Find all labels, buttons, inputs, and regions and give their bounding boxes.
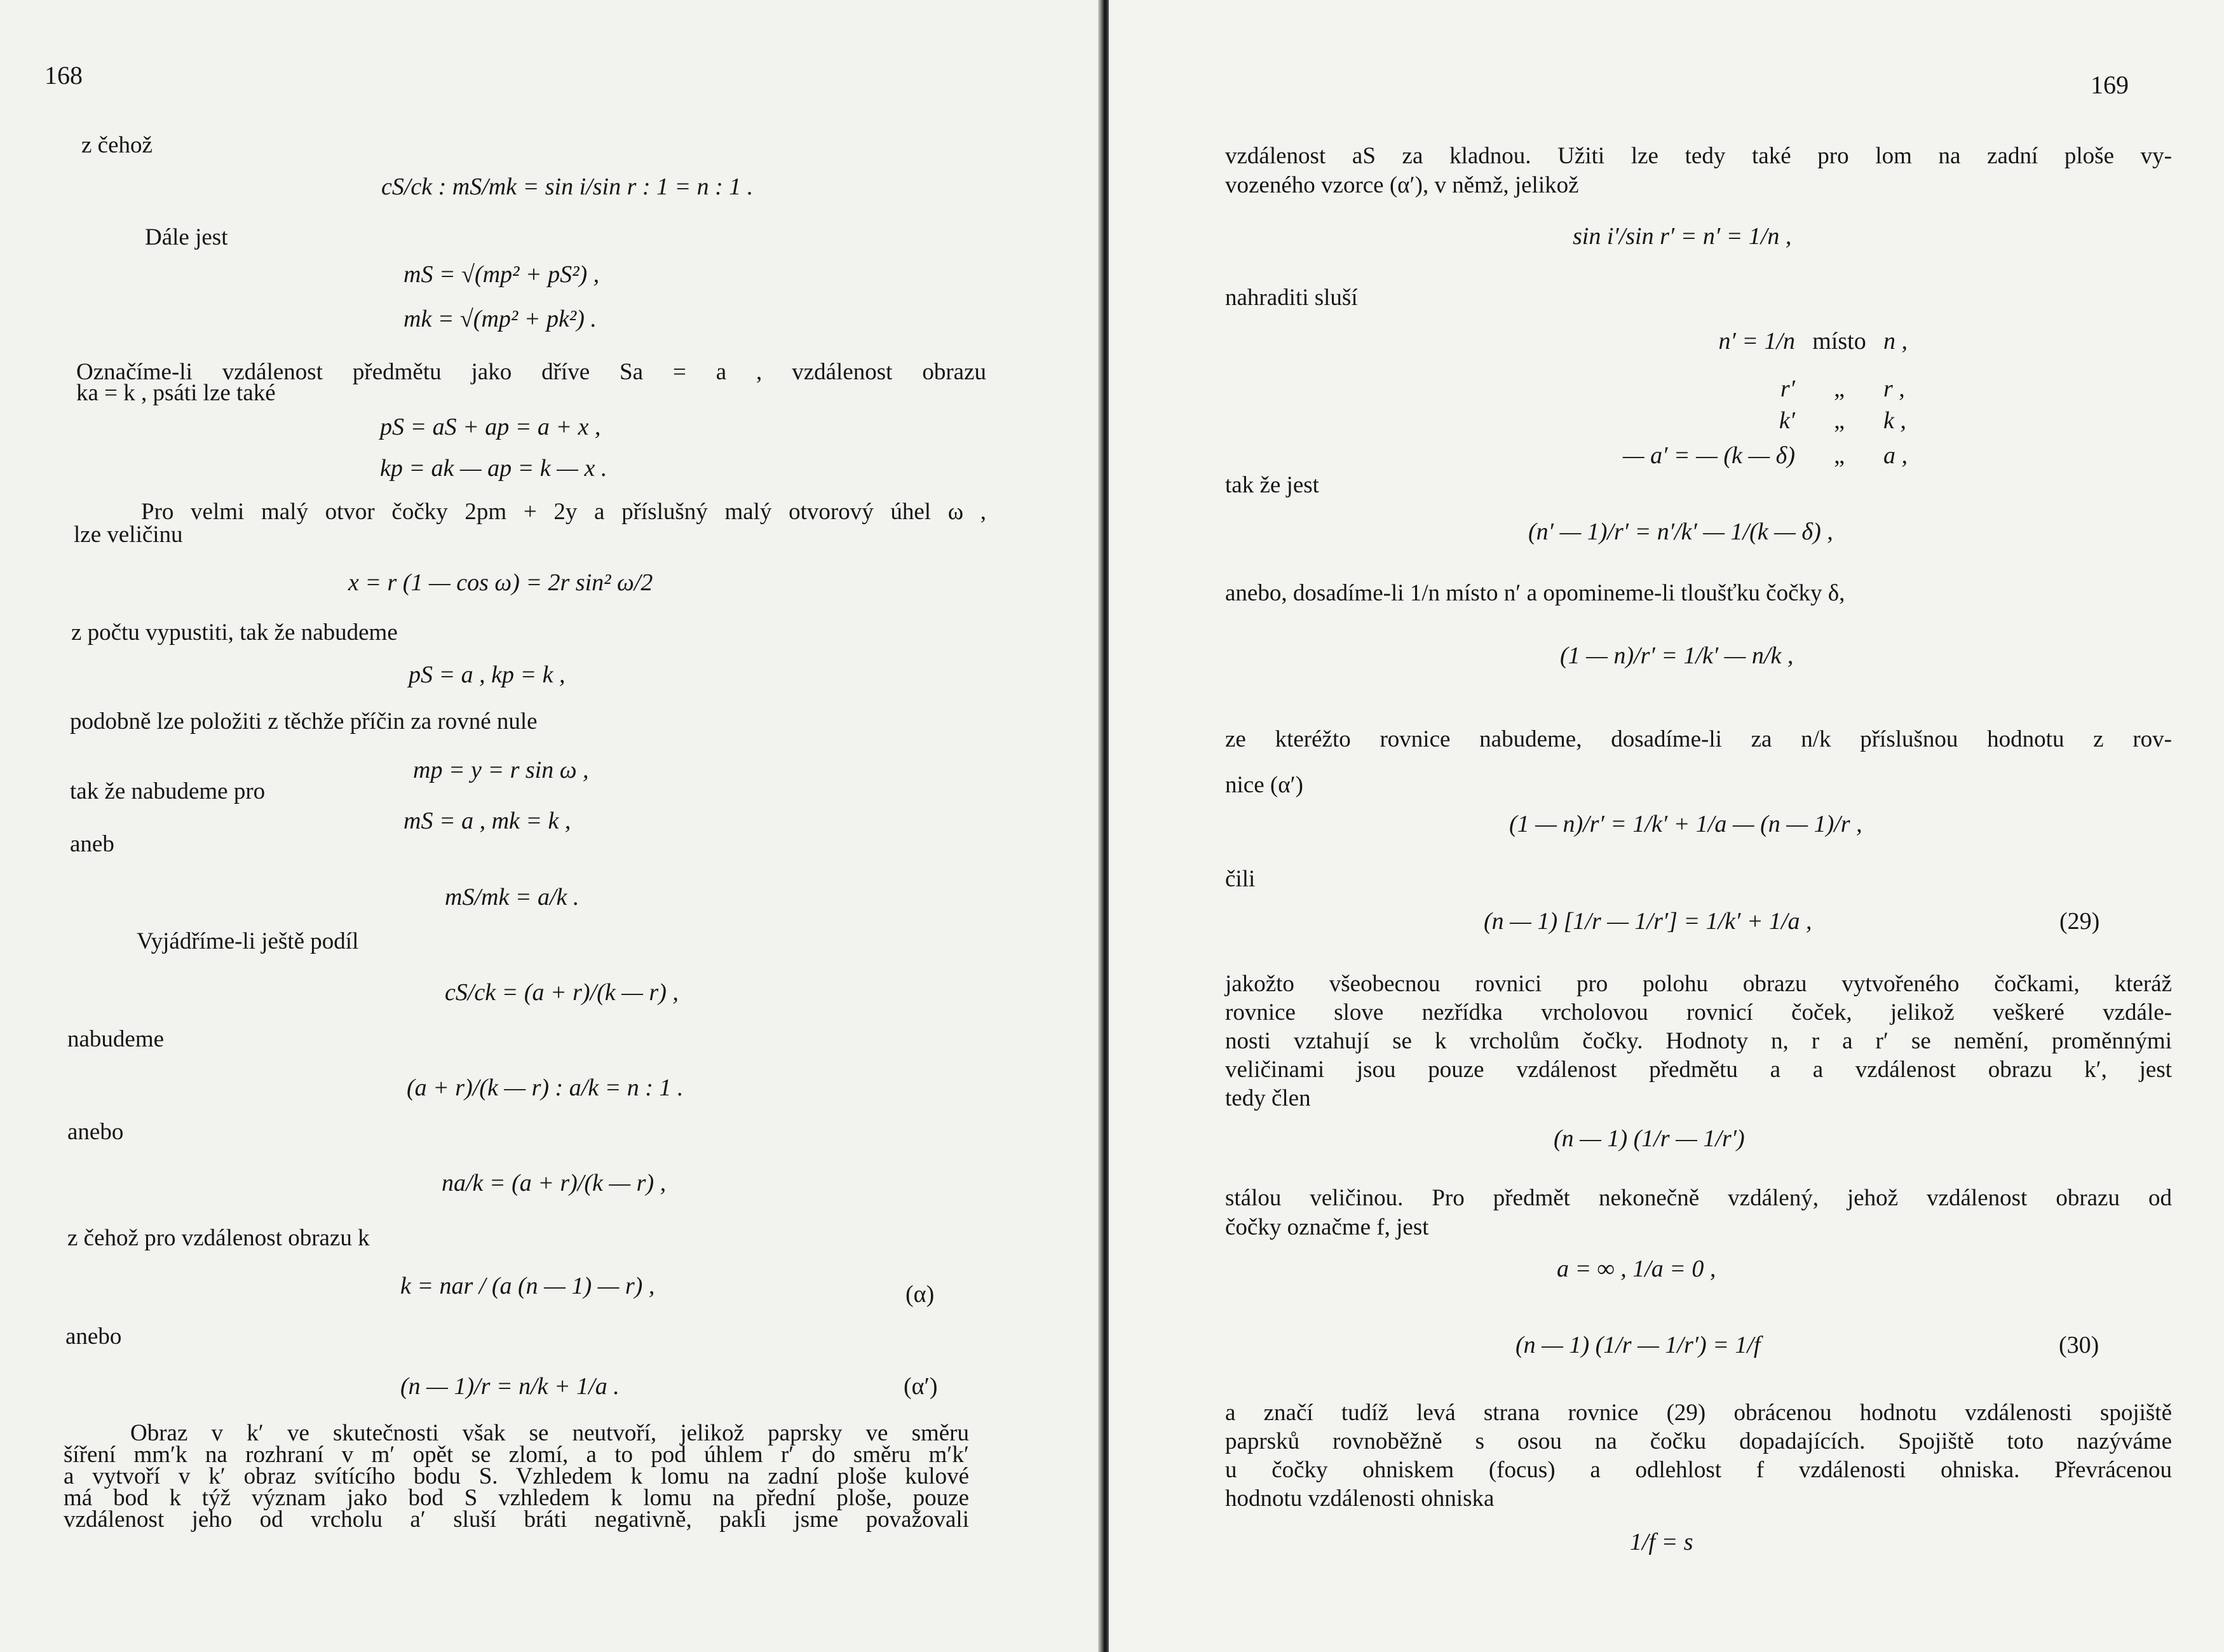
equation: pS = aS + ap = a + x , xyxy=(380,414,601,440)
substitution-word: „ xyxy=(1834,376,1845,402)
equation: mS/mk = a/k . xyxy=(445,884,580,911)
substitution-row xyxy=(1503,442,1979,470)
paragraph-line: Označíme-li vzdálenost předmětu jako dříve Sa = a , vzdálenost obrazu xyxy=(76,359,986,385)
paragraph-line: Pro velmi malý otvor čočky 2pm + 2y a příslušný malý otvorový úhel ω , xyxy=(141,499,986,525)
substitution-lhs: k′ xyxy=(1779,407,1795,434)
text-line: z počtu vypustiti, tak že nabudeme xyxy=(71,620,398,646)
equation: mp = y = r sin ω , xyxy=(413,757,589,783)
equation: mS = √(mp² + pS²) , xyxy=(403,261,600,288)
equation: (n — 1) (1/r — 1/r′) = 1/f xyxy=(1515,1332,1761,1358)
paragraph-line: nice (α′) xyxy=(1225,772,1303,798)
text-line: anebo xyxy=(67,1119,124,1145)
substitution-row xyxy=(1630,327,1979,355)
paragraph-line: u čočky ohniskem (focus) a odlehlost f vzdálenosti ohniska. Převrácenou xyxy=(1225,1457,2172,1483)
paragraph-line: vzdálenost aS za kladnou. Užiti lze tedy také pro lom na zadní ploše vy- xyxy=(1225,143,2172,169)
equation: sin i′/sin r′ = n′ = 1/n , xyxy=(1573,223,1792,250)
equation: x = r (1 — cos ω) = 2r sin² ω/2 xyxy=(348,569,653,596)
text-line: tak že jest xyxy=(1225,472,1319,498)
text-line: podobně lze položiti z těchže příčin za rovné nule xyxy=(70,708,538,735)
equation: a = ∞ , 1/a = 0 , xyxy=(1557,1256,1716,1282)
equation-number: (30) xyxy=(2059,1332,2099,1358)
text-line: tak že nabudeme pro xyxy=(70,778,266,804)
text-line: nabudeme xyxy=(67,1026,165,1052)
text-line: Dále jest xyxy=(145,224,228,250)
equation: (n — 1)/r = n/k + 1/a . xyxy=(400,1373,620,1400)
paragraph-line: šíření mm′k na rozhraní v m′ opět se zlomí, a to pod úhlem r′ do směru m′k′ xyxy=(64,1442,969,1468)
equation: 1/f = s xyxy=(1630,1529,1693,1555)
substitution-rhs: k , xyxy=(1883,407,1906,434)
paragraph-line: vozeného vzorce (α′), v němž, jelikož xyxy=(1225,172,1579,198)
right-page xyxy=(1109,0,2224,1652)
equation: pS = a , kp = k , xyxy=(409,661,566,688)
substitution-word: místo xyxy=(1812,328,1866,355)
paragraph-line: stálou veličinou. Pro předmět nekonečně vzdálený, jehož vzdálenost obrazu od xyxy=(1225,1185,2172,1211)
equation: (1 — n)/r′ = 1/k′ + 1/a — (n — 1)/r , xyxy=(1509,811,1862,837)
paragraph-line: ze kteréžto rovnice nabudeme, dosadíme-li za n/k příslušnou hodnotu z rov- xyxy=(1225,726,2172,752)
substitution-rhs: n , xyxy=(1883,328,1908,355)
text-line: aneb xyxy=(70,831,114,857)
paragraph-line: lze veličinu xyxy=(74,522,183,548)
equation: (n′ — 1)/r′ = n′/k′ — 1/(k — δ) , xyxy=(1528,518,1833,545)
paragraph-line: ka = k , psáti lze také xyxy=(76,380,276,406)
paragraph-line: nosti vztahují se k vrcholům čočky. Hodnoty n, r a r′ se nemění, proměnnými xyxy=(1225,1028,2172,1054)
substitution-rhs: a , xyxy=(1883,442,1908,469)
substitution-row xyxy=(1630,375,1979,403)
substitution-word: „ xyxy=(1834,442,1845,469)
equation: cS/ck = (a + r)/(k — r) , xyxy=(445,979,679,1006)
page-number: 168 xyxy=(44,61,83,90)
equation: cS/ck : mS/mk = sin i/sin r : 1 = n : 1 . xyxy=(381,173,754,200)
equation: (a + r)/(k — r) : a/k = n : 1 . xyxy=(407,1074,684,1101)
paragraph-line: a značí tudíž levá strana rovnice (29) obrácenou hodnotu vzdálenosti spojiště xyxy=(1225,1400,2172,1426)
text-line: anebo, dosadíme-li 1/n místo n′ a opomineme-li tloušťku čočky δ, xyxy=(1225,580,1845,606)
left-page xyxy=(0,0,1102,1652)
paragraph-line: Obraz v k′ ve skutečnosti však se neutvoří, jelikož paprsky ve směru xyxy=(130,1420,969,1446)
equation: (n — 1) (1/r — 1/r′) xyxy=(1554,1125,1745,1152)
text-line: nahraditi sluší xyxy=(1225,285,1358,311)
equation-number: (29) xyxy=(2059,908,2100,935)
substitution-lhs: n′ = 1/n xyxy=(1718,328,1795,355)
equation: na/k = (a + r)/(k — r) , xyxy=(442,1170,667,1196)
equation: k = nar / (a (n — 1) — r) , xyxy=(400,1273,655,1299)
paragraph-line: má bod k týž význam jako bod S vzhledem k lomu na přední ploše, pouze xyxy=(64,1485,969,1511)
paragraph-line: rovnice slove nezřídka vrcholovou rovnicí čoček, jelikož veškeré vzdále- xyxy=(1225,999,2172,1026)
text-line: z čehož xyxy=(81,132,153,158)
text-line: čili xyxy=(1225,866,1256,892)
text-line: Vyjádříme-li ještě podíl xyxy=(137,928,359,954)
equation-number: (α) xyxy=(905,1281,935,1308)
paragraph-line: a vytvoří v k′ obraz svítícího bodu S. Vzhledem k lomu na zadní ploše kulové xyxy=(64,1463,969,1489)
equation-number: (α′) xyxy=(904,1373,938,1400)
paragraph-line: veličinami jsou pouze vzdálenost předmětu a a vzdálenost obrazu k′, jest xyxy=(1225,1057,2172,1083)
paragraph-line: vzdálenost jeho od vrcholu a′ sluší bráti negativně, pakli jsme považovali xyxy=(64,1506,969,1533)
paragraph-line: jakožto všeobecnou rovnici pro polohu obrazu vytvořeného čočkami, kteráž xyxy=(1225,971,2172,997)
substitution-row xyxy=(1630,407,1979,435)
equation: (1 — n)/r′ = 1/k′ — n/k , xyxy=(1560,642,1794,669)
text-line: z čehož pro vzdálenost obrazu k xyxy=(67,1225,370,1251)
substitution-lhs: r′ xyxy=(1780,376,1795,402)
paragraph-line: hodnotu vzdálenosti ohniska xyxy=(1225,1486,1495,1512)
equation: mS = a , mk = k , xyxy=(403,808,571,834)
equation: mk = √(mp² + pk²) . xyxy=(403,306,597,332)
equation: kp = ak — ap = k — x . xyxy=(380,455,607,482)
equation: (n — 1) [1/r — 1/r′] = 1/k′ + 1/a , xyxy=(1484,908,1812,935)
substitution-lhs: — a′ = — (k — δ) xyxy=(1622,442,1795,469)
substitution-word: „ xyxy=(1834,407,1845,434)
paragraph-line: paprsků rovnoběžně s osou na čočku dopadajících. Spojiště toto nazýváme xyxy=(1225,1428,2172,1454)
paragraph-line: čočky označme f, jest xyxy=(1225,1214,1429,1240)
text-line: anebo xyxy=(65,1324,122,1350)
page-number: 169 xyxy=(2091,71,2129,99)
substitution-rhs: r , xyxy=(1883,376,1905,402)
paragraph-line: tedy člen xyxy=(1225,1085,1311,1111)
